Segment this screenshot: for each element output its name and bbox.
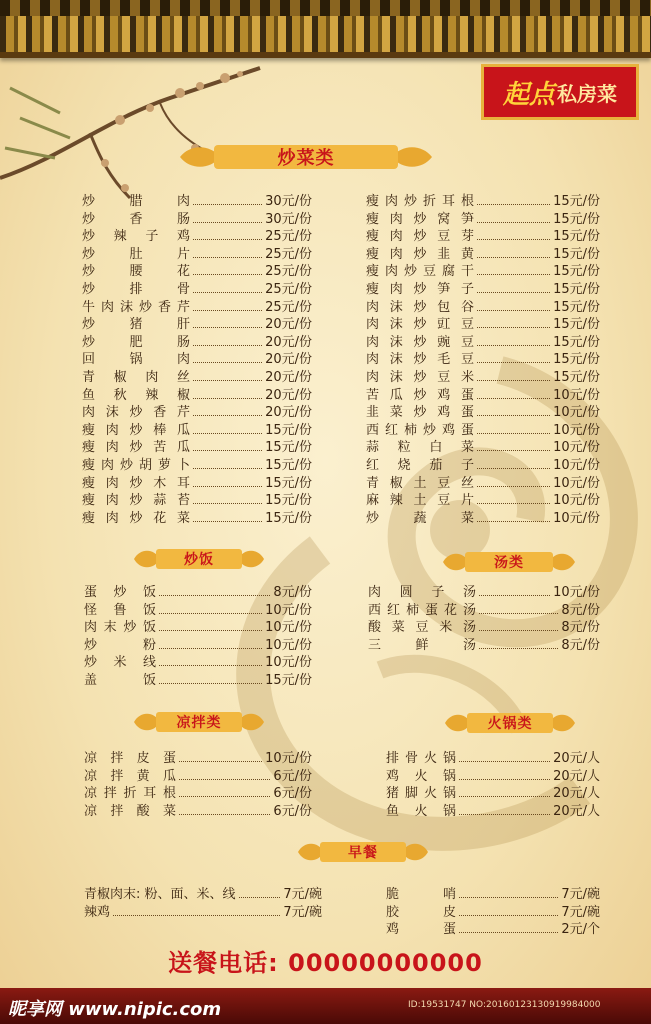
menu-item-name: 炒腰花 [82, 264, 190, 280]
menu-item-price: 10元/份 [553, 585, 600, 600]
section-title: 火锅类 [487, 716, 533, 732]
menu-item-name: 瘦肉炒豆腐干 [366, 264, 474, 280]
menu-item-price: 25元/份 [265, 264, 312, 280]
leader-dots [479, 613, 558, 614]
menu-item-name: 凉拌酸菜 [84, 803, 176, 819]
menu-item-name: 瘦肉炒棒瓜 [82, 422, 190, 438]
menu-item-price: 20元/份 [265, 352, 312, 368]
menu-item-price: 15元/份 [553, 352, 600, 368]
leader-dots [459, 779, 550, 780]
leader-dots [193, 398, 262, 399]
menu-item-price: 2元/个 [561, 922, 600, 938]
stir-fry-right-list [366, 193, 600, 527]
menu-item-price: 7元/碗 [561, 887, 600, 902]
menu-item-name: 炒米线 [84, 655, 156, 671]
menu-item-name: 鸡蛋 [386, 922, 456, 938]
menu-item [82, 334, 312, 352]
menu-item-name: 三鲜汤 [368, 637, 476, 653]
menu-item-name: 凉拌折耳根 [84, 786, 176, 802]
menu-item [366, 369, 600, 387]
hotpot-list [386, 750, 600, 820]
leader-dots [159, 613, 262, 614]
menu-item-name: 炒香肠 [82, 211, 190, 227]
menu-item [84, 785, 312, 803]
menu-item [368, 619, 600, 637]
leader-dots [193, 310, 262, 311]
breakfast-right-list [386, 886, 600, 939]
leader-dots [477, 398, 550, 399]
menu-item-price: 20元/人 [553, 786, 600, 802]
leader-dots [113, 915, 280, 916]
menu-item-name: 鸡火锅 [386, 768, 456, 784]
leader-dots [459, 932, 558, 933]
site-watermark: 昵享网 www.nipic.com [8, 999, 222, 1020]
leader-dots [193, 433, 262, 434]
leader-dots [179, 761, 262, 762]
image-id-text: ID:19531747 NO:20160123130919984000 [408, 1000, 601, 1010]
menu-item-name: 瘦肉炒花菜 [82, 510, 190, 526]
leader-dots [179, 779, 270, 780]
leader-dots [193, 327, 262, 328]
delivery-phone [0, 943, 651, 978]
menu-item [82, 316, 312, 334]
leader-dots [477, 274, 550, 275]
menu-item-price: 10元/份 [265, 620, 312, 636]
menu-item [366, 422, 600, 440]
leader-dots [193, 345, 262, 346]
menu-item [366, 457, 600, 475]
stir-fry-left-list [82, 193, 312, 527]
menu-item [84, 672, 312, 690]
menu-item-price: 6元/份 [273, 786, 312, 802]
menu-item-name: 辣鸡 [84, 904, 111, 920]
menu-item-name: 麻辣土豆片 [366, 493, 474, 509]
menu-item-price: 6元/份 [273, 768, 312, 784]
leader-dots [477, 362, 550, 363]
menu-item [82, 457, 312, 475]
menu-item-price: 10元/份 [553, 510, 600, 526]
menu-item [366, 475, 600, 493]
menu-item-price: 8元/份 [561, 620, 600, 636]
menu-item-name: 西红柿蛋花汤 [368, 602, 476, 618]
menu-item-price: 15元/份 [553, 299, 600, 315]
breakfast-left-list [84, 886, 322, 921]
leader-dots [193, 503, 262, 504]
menu-item [82, 404, 312, 422]
menu-item-name: 凉拌皮蛋 [84, 751, 176, 766]
menu-item-price: 20元/份 [265, 369, 312, 385]
menu-item-name: 瘦肉炒蒜苔 [82, 493, 190, 509]
menu-item-price: 20元/人 [553, 768, 600, 784]
leader-dots [477, 450, 550, 451]
leader-dots [179, 796, 270, 797]
section-title: 汤类 [494, 555, 524, 571]
leader-dots [477, 310, 550, 311]
phone-label: 送餐电话: [168, 949, 279, 977]
section-title: 炒菜类 [277, 148, 335, 169]
section-title: 凉拌类 [176, 715, 222, 731]
menu-item [82, 422, 312, 440]
menu-item [386, 921, 600, 939]
menu-item-name: 怪鲁饭 [84, 602, 156, 618]
leader-dots [477, 204, 550, 205]
menu-item [82, 281, 312, 299]
menu-item-name: 凉拌黄瓜 [84, 768, 176, 784]
menu-item [366, 263, 600, 281]
menu-item [368, 637, 600, 655]
menu-item-price: 20元/份 [265, 317, 312, 333]
leader-dots [159, 683, 262, 684]
menu-item [366, 404, 600, 422]
menu-item [368, 584, 600, 602]
leader-dots [477, 521, 550, 522]
menu-item [386, 785, 600, 803]
leader-dots [193, 468, 262, 469]
menu-item [82, 299, 312, 317]
leader-dots [477, 239, 550, 240]
leader-dots [477, 292, 550, 293]
menu-item [84, 750, 312, 768]
menu-item [82, 228, 312, 246]
leader-dots [193, 450, 262, 451]
menu-item-name: 瘦肉炒豆芽 [366, 229, 474, 245]
leader-dots [477, 486, 550, 487]
menu-item [84, 602, 312, 620]
menu-item-price: 10元/份 [553, 405, 600, 421]
menu-item-name: 青椒土豆丝 [366, 475, 474, 491]
leader-dots [193, 239, 262, 240]
menu-item [84, 803, 312, 821]
cold-dish-list [84, 750, 312, 820]
menu-item-price: 15元/份 [553, 229, 600, 245]
menu-item [366, 281, 600, 299]
plum-branch-decoration [0, 58, 270, 208]
menu-item-price: 25元/份 [265, 299, 312, 315]
menu-item-price: 25元/份 [265, 246, 312, 262]
menu-item-name: 盖饭 [84, 672, 156, 688]
leader-dots [477, 468, 550, 469]
menu-item [366, 492, 600, 510]
menu-item-name: 炒粉 [84, 637, 156, 653]
menu-item [366, 246, 600, 264]
menu-item-name: 肉沫炒包谷 [366, 299, 474, 315]
menu-item-price: 10元/份 [553, 387, 600, 403]
leader-dots [193, 380, 262, 381]
menu-item-name: 韭菜炒鸡蛋 [366, 405, 474, 421]
menu-item [84, 904, 322, 922]
menu-item-name: 瘦肉炒窝笋 [366, 211, 474, 227]
menu-item-name: 回锅肉 [82, 352, 190, 368]
menu-item-name: 猪脚火锅 [386, 786, 456, 802]
menu-item-name: 肉沫炒毛豆 [366, 352, 474, 368]
menu-item-price: 8元/份 [561, 602, 600, 618]
menu-item-price: 15元/份 [553, 317, 600, 333]
menu-item-name: 胶皮 [386, 904, 456, 920]
menu-item-name: 肉沫炒香芹 [82, 405, 190, 421]
menu-item [82, 439, 312, 457]
menu-item [84, 886, 322, 904]
menu-item-price: 6元/份 [273, 803, 312, 819]
menu-item-name: 肉沫炒豆米 [366, 369, 474, 385]
menu-item-price: 10元/份 [553, 422, 600, 438]
menu-item-name: 炒辣子鸡 [82, 229, 190, 245]
leader-dots [193, 222, 262, 223]
menu-item-name: 瘦肉炒笋子 [366, 281, 474, 297]
section-banner-breakfast [298, 839, 428, 865]
menu-item [84, 654, 312, 672]
menu-item-price: 15元/份 [265, 493, 312, 509]
menu-item-price: 15元/份 [265, 475, 312, 491]
menu-item [386, 750, 600, 768]
logo-sub-text: 私房菜 [557, 81, 617, 106]
leader-dots [159, 665, 262, 666]
menu-item [82, 492, 312, 510]
leader-dots [193, 362, 262, 363]
section-banner-fried-rice [134, 546, 264, 572]
menu-item [82, 369, 312, 387]
menu-item-price: 15元/份 [553, 281, 600, 297]
leader-dots [193, 486, 262, 487]
leader-dots [193, 274, 262, 275]
menu-item-price: 15元/份 [553, 369, 600, 385]
menu-item-name: 酸菜豆米汤 [368, 620, 476, 636]
menu-item-price: 7元/碗 [283, 887, 322, 902]
menu-item-name: 鱼秋辣椒 [82, 387, 190, 403]
menu-item-name: 肉沫炒豇豆 [366, 317, 474, 333]
menu-item-name: 青椒肉末: 粉、面、米、线 [84, 887, 236, 902]
menu-item-name: 蛋炒饭 [84, 585, 156, 600]
menu-item-name: 红烧茄子 [366, 457, 474, 473]
menu-item-price: 25元/份 [265, 229, 312, 245]
leader-dots [479, 595, 550, 596]
menu-item [386, 803, 600, 821]
menu-item-name: 瘦肉炒木耳 [82, 475, 190, 491]
menu-item-name: 肉圆子汤 [368, 585, 476, 600]
leader-dots [159, 630, 262, 631]
menu-item [366, 299, 600, 317]
leader-dots [477, 257, 550, 258]
menu-item [366, 510, 600, 528]
menu-item-name: 蒜粒白菜 [366, 440, 474, 456]
leader-dots [239, 897, 281, 898]
section-title: 早餐 [348, 845, 378, 861]
leader-dots [477, 345, 550, 346]
leader-dots [159, 595, 270, 596]
menu-item [82, 193, 312, 211]
leader-dots [479, 630, 558, 631]
leader-dots [477, 503, 550, 504]
menu-item-name: 炒腊肉 [82, 194, 190, 209]
menu-item-price: 15元/份 [553, 334, 600, 350]
menu-item [366, 439, 600, 457]
leader-dots [459, 761, 550, 762]
menu-item [84, 768, 312, 786]
menu-item [82, 263, 312, 281]
menu-item-price: 10元/份 [553, 475, 600, 491]
menu-item-price: 15元/份 [265, 510, 312, 526]
menu-item-name: 肉末炒饭 [84, 620, 156, 636]
menu-item [82, 387, 312, 405]
menu-item-price: 10元/份 [265, 655, 312, 671]
menu-item [82, 246, 312, 264]
menu-item-name: 炒排骨 [82, 281, 190, 297]
menu-item-price: 20元/人 [553, 803, 600, 819]
leader-dots [193, 521, 262, 522]
leader-dots [477, 433, 550, 434]
menu-item-price: 15元/份 [265, 672, 312, 688]
menu-item-price: 15元/份 [553, 264, 600, 280]
menu-item-price: 10元/份 [553, 493, 600, 509]
menu-item [82, 211, 312, 229]
leader-dots [193, 415, 262, 416]
menu-item [82, 351, 312, 369]
menu-item-name: 肉沫炒豌豆 [366, 334, 474, 350]
menu-item-price: 25元/份 [265, 281, 312, 297]
menu-item-name: 脆哨 [386, 887, 456, 902]
menu-item-price: 10元/份 [553, 440, 600, 456]
menu-item-name: 炒肥肠 [82, 334, 190, 350]
leader-dots [477, 380, 550, 381]
soup-list [368, 584, 600, 654]
menu-item-price: 15元/份 [265, 457, 312, 473]
menu-item [366, 387, 600, 405]
menu-item-price: 7元/碗 [283, 904, 322, 920]
roof-cap [0, 0, 651, 16]
menu-item [366, 211, 600, 229]
menu-item [366, 193, 600, 211]
menu-item [366, 351, 600, 369]
leader-dots [459, 814, 550, 815]
menu-item [386, 904, 600, 922]
menu-item-price: 15元/份 [553, 194, 600, 209]
section-banner-soup [443, 549, 575, 575]
menu-item-name: 瘦肉炒苦瓜 [82, 440, 190, 456]
menu-item-name: 炒猪肝 [82, 317, 190, 333]
restaurant-logo [481, 64, 639, 120]
menu-item-price: 15元/份 [553, 246, 600, 262]
menu-item-price: 15元/份 [265, 422, 312, 438]
menu-item-price: 30元/份 [265, 194, 312, 209]
leader-dots [477, 327, 550, 328]
menu-item [366, 334, 600, 352]
leader-dots [193, 204, 262, 205]
leader-dots [179, 814, 270, 815]
leader-dots [459, 915, 558, 916]
logo-main-text: 起点 [502, 79, 555, 110]
section-banner-stir-fry [180, 142, 432, 172]
menu-item-name: 瘦肉炒胡萝卜 [82, 457, 190, 473]
menu-item-name: 瘦肉炒折耳根 [366, 194, 474, 209]
menu-item-price: 8元/份 [273, 585, 312, 600]
menu-item-name: 排骨火锅 [386, 751, 456, 766]
menu-item-price: 20元/份 [265, 405, 312, 421]
menu-item [84, 584, 312, 602]
fried-rice-list [84, 584, 312, 690]
section-banner-cold [134, 709, 264, 735]
section-banner-hotpot [445, 710, 575, 736]
menu-item [366, 228, 600, 246]
menu-item-price: 10元/份 [553, 457, 600, 473]
menu-item-name: 西红柿炒鸡蛋 [366, 422, 474, 438]
menu-item [84, 619, 312, 637]
menu-item-price: 20元/人 [553, 751, 600, 766]
menu-item-name: 鱼火锅 [386, 803, 456, 819]
menu-item-name: 青椒肉丝 [82, 369, 190, 385]
section-title: 炒饭 [184, 552, 214, 568]
menu-item [386, 886, 600, 904]
menu-item-name: 炒肚片 [82, 246, 190, 262]
leader-dots [459, 897, 558, 898]
leader-dots [159, 648, 262, 649]
menu-item-price: 15元/份 [265, 440, 312, 456]
menu-item-price: 8元/份 [561, 637, 600, 653]
menu-item-name: 炒蔬菜 [366, 510, 474, 526]
menu-item-name: 牛肉沫炒香芹 [82, 299, 190, 315]
menu-item-price: 15元/份 [553, 211, 600, 227]
menu-item-name: 苦瓜炒鸡蛋 [366, 387, 474, 403]
leader-dots [477, 415, 550, 416]
menu-item-price: 10元/份 [265, 751, 312, 766]
menu-item [82, 510, 312, 528]
menu-item [366, 316, 600, 334]
menu-item-price: 20元/份 [265, 334, 312, 350]
leader-dots [193, 257, 262, 258]
leader-dots [459, 796, 550, 797]
menu-item [386, 768, 600, 786]
menu-item [84, 637, 312, 655]
menu-item [82, 475, 312, 493]
menu-item-price: 20元/份 [265, 387, 312, 403]
menu-item-price: 7元/碗 [561, 904, 600, 920]
menu-item-price: 10元/份 [265, 637, 312, 653]
menu-item-name: 瘦肉炒韭黄 [366, 246, 474, 262]
leader-dots [479, 648, 558, 649]
phone-number: 00000000000 [288, 949, 483, 977]
menu-item [368, 602, 600, 620]
menu-item-price: 10元/份 [265, 602, 312, 618]
leader-dots [193, 292, 262, 293]
menu-item-price: 30元/份 [265, 211, 312, 227]
leader-dots [477, 222, 550, 223]
